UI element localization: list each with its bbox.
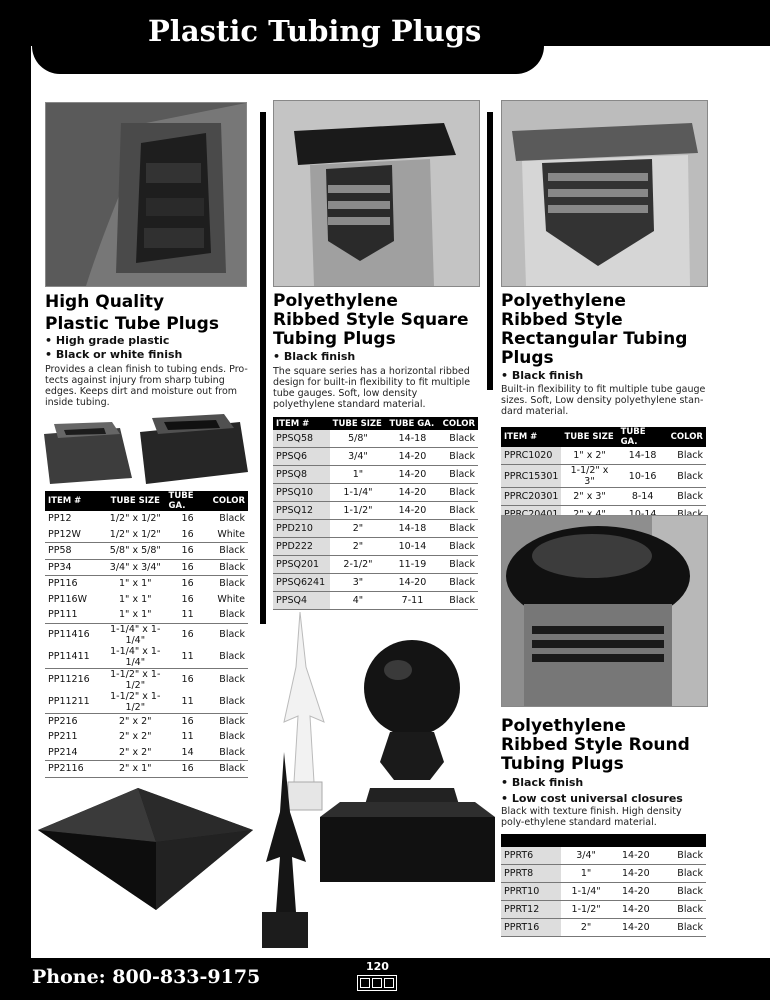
- table-row: PP211 2" x 2" 11 Black: [48, 731, 245, 743]
- table-row: PPSQ12 1-1/2" 14-20 Black: [273, 502, 478, 520]
- table-row: PP11211 1-1/2" x 1-1/2" 11 Black: [45, 691, 248, 714]
- spec-table-round: [501, 834, 706, 937]
- table-header-row: [501, 834, 706, 847]
- column-header: ITEM #: [501, 427, 561, 447]
- table-row: PP116W 1" x 1" 16 White: [48, 593, 245, 605]
- footer-phone: Phone: 800-833-9175: [32, 966, 261, 988]
- spec-table-rectangular: [501, 427, 706, 524]
- column-header: ITEM #: [45, 491, 105, 511]
- plug-pair-photo: [40, 414, 250, 486]
- table-header-row: [45, 491, 248, 511]
- table-row: PPSQ58 5/8" 14-18 Black: [273, 430, 478, 448]
- column-header: TUBE GA.: [386, 417, 438, 430]
- table-row: PPSQ6 3/4" 14-20 Black: [273, 448, 478, 466]
- bullet-list: • Black finish • Low cost universal closures: [501, 776, 683, 805]
- table-row: PP111 1" x 1" 11 Black: [45, 607, 248, 623]
- column-header: [660, 834, 706, 847]
- table-row: PP58 5/8" x 5/8" 16 Black: [45, 543, 248, 560]
- section-description: Built-in flexibility to fit multiple tube gauge sizes. Soft, Low density polyethylene stan-dard material.: [501, 384, 706, 417]
- table-row: PP216 2" x 2" 16 Black: [48, 715, 245, 727]
- table-row: PPSQ10 1-1/4" 14-20 Black: [273, 484, 478, 502]
- page-number: 120: [366, 960, 389, 973]
- footer-logo-icon: [357, 975, 397, 991]
- table-row: PPRT8 1" 14-20 Black: [501, 865, 706, 883]
- section-title-round: Polyethylene Ribbed Style Round Tubing Plugs: [501, 716, 690, 774]
- section-description: The square series has a horizontal ribbed design for built-in flexibility to fit multiple tube gauges. Soft, low density polyethylene standard material.: [273, 366, 471, 410]
- page-title: Plastic Tubing Plugs: [148, 14, 482, 48]
- column-header: [561, 834, 612, 847]
- column-header: TUBE SIZE: [105, 491, 166, 511]
- table-row: PPRT6 3/4" 14-20 Black: [501, 847, 706, 865]
- column-header: TUBE GA.: [618, 427, 668, 447]
- section-description: Provides a clean finish to tubing ends. Pro-tects against injury from sharp tubing edges. Keeps dirt and moisture out from inside tubing.: [45, 364, 248, 408]
- finial-caps-photo: [240, 612, 505, 952]
- table-row: PPRT12 1-1/2" 14-20 Black: [501, 901, 706, 919]
- bullet-list: • Black finish: [273, 350, 356, 363]
- section-title-square: Polyethylene Ribbed Style Square Tubing Plugs: [273, 291, 469, 349]
- table-row: PPD222 2" 10-14 Black: [273, 538, 478, 556]
- table-row: PPRT16 2" 14-20 Black: [501, 919, 706, 937]
- table-row: PPSQ4 4" 7-11 Black: [273, 592, 478, 610]
- section-title-high-quality: High Quality Plastic Tube Plugs: [45, 292, 219, 334]
- spec-table-high-quality: [45, 491, 248, 778]
- column-header: ITEM #: [273, 417, 330, 430]
- table-row: PPSQ8 1" 14-20 Black: [273, 466, 478, 484]
- column-header: COLOR: [668, 427, 706, 447]
- table-row: PPSQ6241 3" 14-20 Black: [273, 574, 478, 592]
- bullet-list: • High grade plastic • Black or white finish: [45, 334, 183, 361]
- table-row: PPRT10 1-1/4" 14-20 Black: [501, 883, 706, 901]
- column-header: TUBE GA.: [166, 491, 210, 511]
- table-row: PPSQ201 2-1/2" 11-19 Black: [273, 556, 478, 574]
- table-row: PP12 1/2" x 1/2" 16 Black: [48, 513, 245, 525]
- table-row: PP12W 1/2" x 1/2" 16 White: [45, 527, 248, 543]
- bullet-list: • Black finish: [501, 369, 584, 382]
- table-row: PPRC15301 1-1/2" x 3" 10-16 Black: [501, 465, 706, 488]
- section-description: Black with texture finish. High density poly-ethylene standard material.: [501, 806, 682, 828]
- table-row: PPD210 2" 14-18 Black: [273, 520, 478, 538]
- column-rule-2: [487, 112, 493, 390]
- column-header: COLOR: [210, 491, 248, 511]
- table-row: PPRC1020 1" x 2" 14-18 Black: [501, 447, 706, 465]
- table-row: PP11416 1-1/4" x 1-1/4" 16 Black: [48, 623, 245, 646]
- spec-table-square: [273, 417, 478, 610]
- column-header: TUBE SIZE: [561, 427, 617, 447]
- rectangular-plug-photo: [501, 100, 708, 287]
- tube-plug-photo: [45, 102, 247, 287]
- round-plug-photo: [501, 515, 708, 707]
- table-row: PPRC20301 2" x 3" 8-14 Black: [501, 488, 706, 506]
- table-row: PP11411 1-1/4" x 1-1/4" 11 Black: [45, 646, 248, 669]
- table-row: PP11216 1-1/2" x 1-1/2" 16 Black: [48, 668, 245, 691]
- section-title-rectangular: Polyethylene Ribbed Style Rectangular Tubing Plugs: [501, 291, 688, 368]
- table-header-row: [273, 417, 478, 430]
- column-header: COLOR: [439, 417, 478, 430]
- pyramid-cap-photo: [38, 770, 258, 920]
- column-header: TUBE SIZE: [330, 417, 387, 430]
- table-row: PP214 2" x 2" 14 Black: [45, 745, 248, 761]
- column-header: [501, 834, 561, 847]
- table-row: PP2116 2" x 1" 16 Black: [45, 761, 248, 778]
- square-plug-photo: [273, 100, 480, 287]
- table-row: PP34 3/4" x 3/4" 16 Black: [45, 559, 248, 576]
- left-margin-bar: [0, 0, 31, 1000]
- table-header-row: [501, 427, 706, 447]
- column-header: [612, 834, 661, 847]
- column-rule-1: [260, 112, 266, 624]
- table-row: PP116 1" x 1" 16 Black: [48, 578, 245, 590]
